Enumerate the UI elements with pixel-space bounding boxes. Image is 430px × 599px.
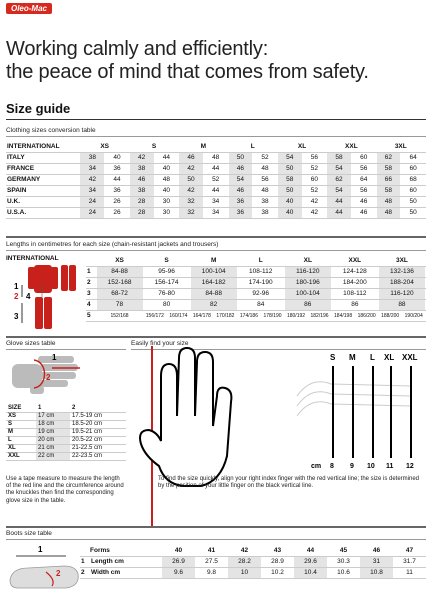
boots-header-row bbox=[80, 545, 426, 556]
size-cell: 36 bbox=[105, 185, 130, 196]
divider bbox=[6, 336, 426, 338]
lengths-international-label: INTERNATIONAL bbox=[6, 255, 59, 262]
glove-row bbox=[6, 444, 126, 452]
size-cell: 46 bbox=[228, 185, 253, 196]
lengths-table bbox=[86, 255, 426, 322]
illustration-label-3: 3 bbox=[14, 312, 19, 321]
size-cell: 48 bbox=[376, 196, 401, 207]
size-cell: 60 bbox=[401, 185, 426, 196]
row-number: 1 bbox=[80, 556, 90, 567]
boot-cell: 10 bbox=[228, 567, 261, 578]
length-cell: 174-190 bbox=[237, 277, 284, 288]
length-cell: 152-168 bbox=[96, 277, 143, 288]
cm-value: 9 bbox=[350, 463, 354, 470]
easy-find-label: Easily find your size bbox=[131, 340, 189, 347]
size-cell: 58 bbox=[376, 185, 401, 196]
size-cell: 64 bbox=[351, 174, 376, 185]
headline-line-2: the peace of mind that comes from safety. bbox=[6, 61, 369, 83]
boots-row bbox=[80, 567, 426, 578]
size-marker-xl: XL bbox=[384, 353, 395, 362]
size-cell: 40 bbox=[277, 207, 302, 218]
boot-cell: 11 bbox=[393, 567, 426, 578]
illustration-label-2: 2 bbox=[14, 292, 19, 301]
length-cell: 100-104 bbox=[284, 288, 331, 299]
length-cell: 180/192 bbox=[284, 310, 308, 321]
glove-label-1: 1 bbox=[52, 353, 57, 362]
headline-line-1: Working calmly and efficiently: bbox=[6, 38, 269, 60]
size-cell: 50 bbox=[228, 152, 253, 163]
size-cell: 52 bbox=[203, 174, 228, 185]
glove-cell: 22 cm bbox=[36, 452, 70, 460]
size-cell: 60 bbox=[302, 174, 327, 185]
cm-value: 12 bbox=[406, 463, 414, 470]
size-cell: 46 bbox=[351, 196, 376, 207]
glove-cell: 18 cm bbox=[36, 420, 70, 428]
boot-cell: 10.8 bbox=[360, 567, 393, 578]
header-cell: 46 bbox=[360, 545, 393, 556]
country-cell: ITALY bbox=[6, 152, 80, 163]
illustration-label-1: 1 bbox=[14, 282, 19, 291]
size-cell: 38 bbox=[129, 185, 154, 196]
size-cell: 54 bbox=[228, 174, 253, 185]
cm-value: 8 bbox=[330, 463, 334, 470]
length-cell: 92-96 bbox=[237, 288, 284, 299]
boot-cell: 26.9 bbox=[162, 556, 195, 567]
header-cell: Forms bbox=[90, 545, 162, 556]
size-cell: 50 bbox=[277, 185, 302, 196]
header-cell: SIZE bbox=[6, 404, 36, 412]
row-number: 4 bbox=[86, 299, 96, 310]
glove-cell: 21 cm bbox=[36, 444, 70, 452]
size-cell: 42 bbox=[302, 196, 327, 207]
glove-cell: 19.5-21 cm bbox=[70, 428, 126, 436]
size-cell: 28 bbox=[129, 207, 154, 218]
size-cell: 58 bbox=[277, 174, 302, 185]
length-cell: 188/200 bbox=[378, 310, 402, 321]
size-cell: 52 bbox=[302, 163, 327, 174]
header-cell: 47 bbox=[393, 545, 426, 556]
row-number: 3 bbox=[86, 288, 96, 299]
divider bbox=[6, 539, 426, 540]
boot-cell: 28.2 bbox=[228, 556, 261, 567]
size-cell: 38 bbox=[253, 207, 278, 218]
glove-row bbox=[6, 412, 126, 420]
length-cell: 180-196 bbox=[284, 277, 331, 288]
size-cell: 56 bbox=[253, 174, 278, 185]
size-cell: 28 bbox=[129, 196, 154, 207]
length-cell: 88 bbox=[378, 299, 425, 310]
boot-cell: 10.4 bbox=[294, 567, 327, 578]
country-cell: FRANCE bbox=[6, 163, 80, 174]
size-cell: 38 bbox=[80, 152, 105, 163]
length-cell: 186/200 bbox=[355, 310, 379, 321]
glove-cell: 18.5-20 cm bbox=[70, 420, 126, 428]
glove-cell: 21-22.5 cm bbox=[70, 444, 126, 452]
hand-size-measure-illustration bbox=[131, 346, 424, 526]
size-cell: 44 bbox=[327, 207, 352, 218]
header-cell: XXL bbox=[331, 255, 378, 266]
country-cell: GERMANY bbox=[6, 174, 80, 185]
length-cell: 100-104 bbox=[190, 266, 237, 277]
size-marker-xxl: XXL bbox=[402, 353, 418, 362]
lengths-row bbox=[86, 277, 426, 288]
size-cell: 42 bbox=[80, 174, 105, 185]
size-cell: 46 bbox=[129, 174, 154, 185]
size-cell: 62 bbox=[376, 152, 401, 163]
length-cell: 80 bbox=[143, 299, 190, 310]
row-name: Length cm bbox=[90, 556, 162, 567]
clothing-row bbox=[6, 163, 426, 174]
glove-cell: 17.5-19 cm bbox=[70, 412, 126, 420]
glove-size-table bbox=[6, 404, 126, 461]
boot-cell: 27.5 bbox=[195, 556, 228, 567]
headline bbox=[6, 38, 426, 84]
boots-size-table bbox=[80, 545, 426, 579]
divider bbox=[6, 119, 426, 120]
length-cell: 124-128 bbox=[331, 266, 378, 277]
clothing-row bbox=[6, 196, 426, 207]
glove-cell: 19 cm bbox=[36, 428, 70, 436]
size-cell: 52 bbox=[253, 152, 278, 163]
size-cell: 44 bbox=[203, 163, 228, 174]
size-cell: 50 bbox=[277, 163, 302, 174]
size-cell: 48 bbox=[253, 185, 278, 196]
size-cell: 60 bbox=[351, 152, 376, 163]
cm-value: 10 bbox=[367, 463, 375, 470]
size-cell: 68 bbox=[401, 174, 426, 185]
size-marker-m: M bbox=[349, 353, 356, 362]
size-cell: 40 bbox=[154, 163, 179, 174]
glove-row bbox=[6, 428, 126, 436]
illustration-label-4: 4 bbox=[26, 292, 31, 301]
glove-hand-illustration bbox=[8, 350, 83, 398]
country-cell: SPAIN bbox=[6, 185, 80, 196]
header-cell: S bbox=[143, 255, 190, 266]
size-cell: 58 bbox=[376, 163, 401, 174]
row-number: 1 bbox=[86, 266, 96, 277]
lengths-header-row bbox=[86, 255, 426, 266]
glove-cell: 17 cm bbox=[36, 412, 70, 420]
length-cell: 116-120 bbox=[284, 266, 331, 277]
size-cell: 42 bbox=[179, 163, 204, 174]
header-cell: XL bbox=[284, 255, 331, 266]
size-cell: 64 bbox=[401, 152, 426, 163]
header-cell: 43 bbox=[261, 545, 294, 556]
boot-label-2: 2 bbox=[56, 569, 61, 578]
size-cell: 56 bbox=[351, 163, 376, 174]
size-cell: 46 bbox=[351, 207, 376, 218]
header-cell: 41 bbox=[195, 545, 228, 556]
size-cell: 36 bbox=[228, 207, 253, 218]
header-cell: L bbox=[237, 255, 284, 266]
glove-cell: S bbox=[6, 420, 36, 428]
header-cell: XL bbox=[277, 141, 326, 152]
size-cell: 32 bbox=[179, 207, 204, 218]
size-cell: 26 bbox=[105, 196, 130, 207]
lengths-row bbox=[86, 288, 426, 299]
glove-table-label: Glove sizes table bbox=[6, 340, 56, 347]
size-cell: 46 bbox=[228, 163, 253, 174]
boot-cell: 10.2 bbox=[261, 567, 294, 578]
glove-cell: 20.5-22 cm bbox=[70, 436, 126, 444]
size-cell: 42 bbox=[129, 152, 154, 163]
size-cell: 44 bbox=[327, 196, 352, 207]
size-cell: 42 bbox=[302, 207, 327, 218]
boot-cell: 29.6 bbox=[294, 556, 327, 567]
length-cell: 188-204 bbox=[378, 277, 425, 288]
glove-header-row bbox=[6, 404, 126, 412]
size-cell: 50 bbox=[401, 196, 426, 207]
glove-cell: 22-23.5 cm bbox=[70, 452, 126, 460]
length-cell: 156-174 bbox=[143, 277, 190, 288]
size-cell: 46 bbox=[179, 152, 204, 163]
brand-logo: Oleo-Mac bbox=[6, 3, 52, 14]
header-cell: INTERNATIONAL bbox=[6, 141, 80, 152]
glove-cell: XS bbox=[6, 412, 36, 420]
size-cell: 44 bbox=[203, 185, 228, 196]
easy-find-instructions: To find the size quickly, align your right index finger with the red vertical line; the size is determined by the position of your little finger on the black vertical line. bbox=[158, 476, 420, 490]
header-cell: XXL bbox=[327, 141, 376, 152]
size-cell: 56 bbox=[302, 152, 327, 163]
boot-cell: 31 bbox=[360, 556, 393, 567]
glove-row bbox=[6, 420, 126, 428]
size-cell: 44 bbox=[105, 174, 130, 185]
size-cell: 54 bbox=[277, 152, 302, 163]
size-cell: 38 bbox=[253, 196, 278, 207]
lengths-table-label: Lengths in centimetres for each size (chain-resistant jackets and trousers) bbox=[6, 241, 219, 248]
header-cell bbox=[86, 255, 96, 266]
length-cell: 152/168 bbox=[96, 310, 143, 321]
divider bbox=[6, 526, 426, 528]
header-cell bbox=[80, 545, 90, 556]
length-cell: 160/174 bbox=[167, 310, 191, 321]
boot-cell: 9.8 bbox=[195, 567, 228, 578]
length-cell: 108-112 bbox=[237, 266, 284, 277]
length-cell: 184-200 bbox=[331, 277, 378, 288]
header-cell: 42 bbox=[228, 545, 261, 556]
length-cell: 184/198 bbox=[331, 310, 355, 321]
header-cell: L bbox=[228, 141, 277, 152]
size-cell: 32 bbox=[179, 196, 204, 207]
glove-cell: L bbox=[6, 436, 36, 444]
size-cell: 40 bbox=[105, 152, 130, 163]
size-cell: 34 bbox=[80, 185, 105, 196]
glove-row bbox=[6, 436, 126, 444]
clothing-table-label: Clothing sizes conversion table bbox=[6, 127, 96, 134]
clothing-row bbox=[6, 174, 426, 185]
glove-cell: M bbox=[6, 428, 36, 436]
header-cell: 2 bbox=[70, 404, 126, 412]
clothing-row bbox=[6, 152, 426, 163]
size-cell: 34 bbox=[80, 163, 105, 174]
size-cell: 40 bbox=[277, 196, 302, 207]
lengths-row bbox=[86, 299, 426, 310]
length-cell: 108-112 bbox=[331, 288, 378, 299]
boot-illustration bbox=[6, 542, 88, 594]
boot-cell: 28.9 bbox=[261, 556, 294, 567]
boot-cell: 30.3 bbox=[327, 556, 360, 567]
size-cell: 48 bbox=[253, 163, 278, 174]
size-cell: 42 bbox=[179, 185, 204, 196]
boot-cell: 9.6 bbox=[162, 567, 195, 578]
glove-label-2: 2 bbox=[46, 373, 51, 382]
header-cell: 3XL bbox=[378, 255, 425, 266]
length-cell: 116-120 bbox=[378, 288, 425, 299]
length-cell: 86 bbox=[331, 299, 378, 310]
lengths-row bbox=[86, 310, 426, 321]
top-bar bbox=[0, 0, 430, 18]
length-cell: 178/190 bbox=[261, 310, 285, 321]
clothing-row bbox=[6, 185, 426, 196]
glove-instructions: Use a tape measure to measure the length of the red line and the circumference around the knuckles then find the corresponding glove size in the table. bbox=[6, 476, 124, 504]
length-cell: 156/172 bbox=[143, 310, 167, 321]
length-cell: 76-80 bbox=[143, 288, 190, 299]
size-guide-title: Size guide bbox=[6, 101, 71, 116]
jacket-trousers-illustration bbox=[6, 263, 86, 331]
length-cell: 84-88 bbox=[190, 288, 237, 299]
glove-cell: XL bbox=[6, 444, 36, 452]
size-cell: 48 bbox=[203, 152, 228, 163]
size-cell: 48 bbox=[376, 207, 401, 218]
size-cell: 44 bbox=[154, 152, 179, 163]
size-cell: 34 bbox=[203, 207, 228, 218]
cm-value: 11 bbox=[386, 463, 394, 470]
size-cell: 24 bbox=[80, 207, 105, 218]
header-cell: 40 bbox=[162, 545, 195, 556]
header-cell: 45 bbox=[327, 545, 360, 556]
size-cell: 26 bbox=[105, 207, 130, 218]
boot-label-1: 1 bbox=[38, 545, 43, 554]
size-cell: 40 bbox=[154, 185, 179, 196]
row-number: 2 bbox=[80, 567, 90, 578]
size-cell: 30 bbox=[154, 196, 179, 207]
glove-cell: 20 cm bbox=[36, 436, 70, 444]
length-cell: 190/204 bbox=[402, 310, 426, 321]
size-cell: 54 bbox=[327, 185, 352, 196]
length-cell: 95-96 bbox=[143, 266, 190, 277]
length-cell: 164/178 bbox=[190, 310, 214, 321]
header-cell: 3XL bbox=[376, 141, 425, 152]
size-cell: 38 bbox=[129, 163, 154, 174]
clothing-row bbox=[6, 207, 426, 218]
size-cell: 34 bbox=[203, 196, 228, 207]
boot-cell: 10.6 bbox=[327, 567, 360, 578]
size-cell: 36 bbox=[228, 196, 253, 207]
size-cell: 50 bbox=[179, 174, 204, 185]
size-cell: 36 bbox=[105, 163, 130, 174]
lengths-row bbox=[86, 266, 426, 277]
country-cell: U.S.A. bbox=[6, 207, 80, 218]
size-marker-s: S bbox=[330, 353, 336, 362]
clothing-header-row bbox=[6, 141, 426, 152]
size-cell: 48 bbox=[154, 174, 179, 185]
size-cell: 62 bbox=[327, 174, 352, 185]
header-cell: XS bbox=[80, 141, 129, 152]
boots-table-label: Boots size table bbox=[6, 530, 52, 537]
header-cell: M bbox=[190, 255, 237, 266]
size-cell: 58 bbox=[327, 152, 352, 163]
row-number: 2 bbox=[86, 277, 96, 288]
header-cell: 1 bbox=[36, 404, 70, 412]
length-cell: 182/196 bbox=[308, 310, 332, 321]
length-cell: 132-136 bbox=[378, 266, 425, 277]
size-cell: 50 bbox=[401, 207, 426, 218]
length-cell: 82 bbox=[190, 299, 237, 310]
row-number: 5 bbox=[86, 310, 96, 321]
length-cell: 84-88 bbox=[96, 266, 143, 277]
boots-row bbox=[80, 556, 426, 567]
row-name: Width cm bbox=[90, 567, 162, 578]
glove-row bbox=[6, 452, 126, 460]
length-cell: 84 bbox=[237, 299, 284, 310]
length-cell: 164-182 bbox=[190, 277, 237, 288]
divider bbox=[6, 236, 426, 238]
size-cell: 60 bbox=[401, 163, 426, 174]
boot-cell: 31.7 bbox=[393, 556, 426, 567]
size-cell: 24 bbox=[80, 196, 105, 207]
header-cell: M bbox=[179, 141, 228, 152]
size-cell: 54 bbox=[327, 163, 352, 174]
length-cell: 68-72 bbox=[96, 288, 143, 299]
divider bbox=[6, 136, 426, 137]
header-cell: XS bbox=[96, 255, 143, 266]
size-cell: 56 bbox=[351, 185, 376, 196]
length-cell: 170/182 bbox=[214, 310, 238, 321]
size-cell: 52 bbox=[302, 185, 327, 196]
country-cell: U.K. bbox=[6, 196, 80, 207]
length-cell: 86 bbox=[284, 299, 331, 310]
glove-cell: XXL bbox=[6, 452, 36, 460]
size-marker-l: L bbox=[370, 353, 375, 362]
length-cell: 174/186 bbox=[237, 310, 261, 321]
cm-label: cm bbox=[311, 463, 322, 470]
divider bbox=[6, 250, 426, 251]
size-cell: 66 bbox=[376, 174, 401, 185]
header-cell: S bbox=[129, 141, 178, 152]
header-cell: 44 bbox=[294, 545, 327, 556]
size-cell: 30 bbox=[154, 207, 179, 218]
clothing-conversion-table bbox=[6, 141, 426, 219]
length-cell: 78 bbox=[96, 299, 143, 310]
